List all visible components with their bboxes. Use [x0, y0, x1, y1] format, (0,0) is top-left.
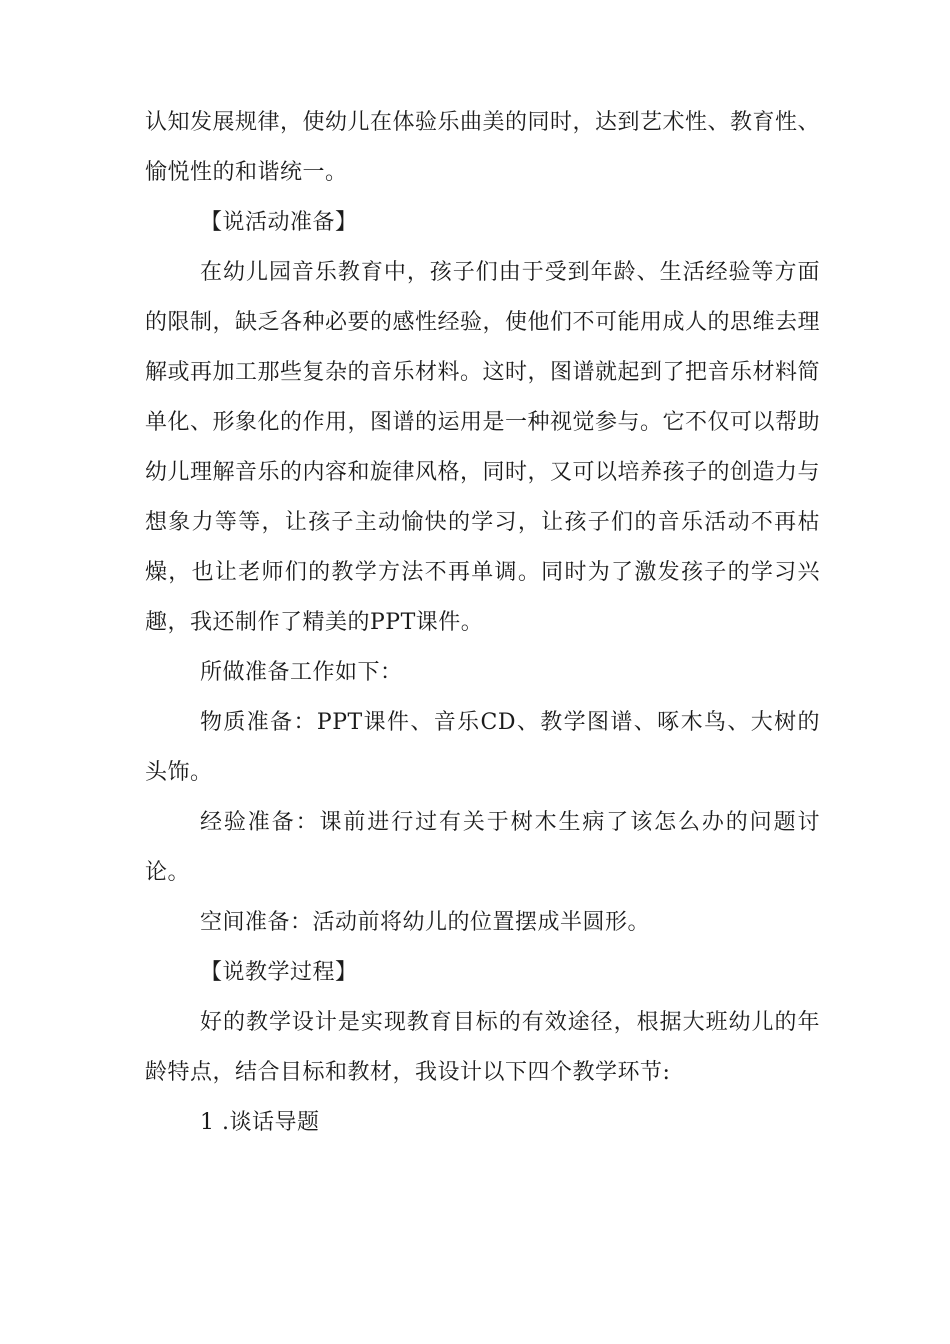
section-heading-activity-preparation: 【说活动准备】 — [200, 210, 358, 235]
paragraph-preparation-description: 在幼儿园音乐教育中，孩子们由于受到年龄、生活经验等方面的限制，缺乏各种必要的感性经验，使他们不可能用成人的思维去理解或再加工那些复杂的音乐材料。这时，图谱就起到了把音乐材料简单化、形象化的作用，图谱的运用是一种视觉参与。它不仅可以帮助幼儿理解音乐的内容和旋律风格，同时，又可以培养孩子的创造力与想象力等等，让孩子主动愉快的学习，让孩子们的音乐活动不再枯燥，也让老师们的教学方法不再单调。同时为了激发孩子的学习兴趣，我还制作了精美的PPT课件。 — [145, 260, 821, 635]
paragraph-teaching-design: 好的教学设计是实现教育目标的有效途径，根据大班幼儿的年龄特点，结合目标和教材，我设计以下四个教学环节: — [145, 1010, 820, 1085]
paragraph-material-preparation: 物质准备：PPT课件、音乐CD、教学图谱、啄木鸟、大树的头饰。 — [145, 710, 820, 785]
paragraph-continuation: 认知发展规律，使幼儿在体验乐曲美的同时，达到艺术性、教育性、愉悦性的和谐统一。 — [145, 110, 821, 185]
list-item-step-1: 1 .谈话导题 — [200, 1110, 320, 1135]
paragraph-preparation-list-intro: 所做准备工作如下： — [200, 660, 403, 685]
document-body — [145, 98, 820, 1148]
section-heading-teaching-process: 【说教学过程】 — [200, 960, 358, 985]
paragraph-space-preparation: 空间准备：活动前将幼儿的位置摆成半圆形。 — [200, 910, 651, 935]
paragraph-experience-preparation: 经验准备：课前进行过有关于树木生病了该怎么办的问题讨论。 — [145, 810, 820, 885]
